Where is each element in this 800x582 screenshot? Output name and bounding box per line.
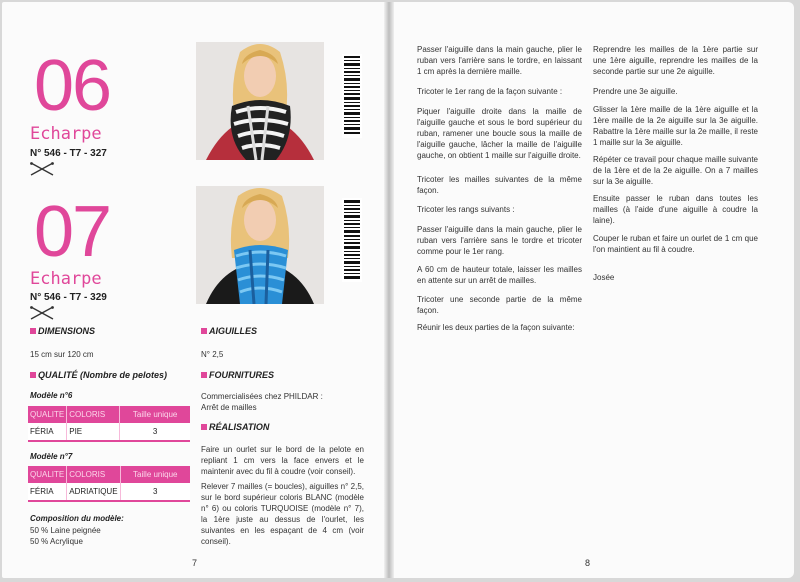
instruction-paragraph: Ensuite passer le ruban dans toutes les mailles (à l'aide d'une aiguille à coudre la laine).	[593, 194, 758, 225]
aiguilles-heading: AIGUILLES	[201, 326, 257, 336]
table-header-cell: QUALITE	[28, 406, 67, 423]
author-signature: Josée	[593, 273, 615, 282]
instruction-paragraph: Glisser la 1ère maille de la 1ère aiguille et la 1ère maille de la 2e aiguille sur la 3e aiguille. Rabattre la 1ère maille sur la 2e maille, il reste 1 maille sur la 3e aiguille.	[593, 105, 758, 147]
composition-line-2: 50 % Acrylique	[30, 537, 83, 546]
model-6-table	[28, 406, 190, 442]
instruction-paragraph: Réunir les deux parties de la façon suivante:	[417, 323, 575, 332]
instruction-paragraph: A 60 cm de hauteur totale, laisser les mailles en attente sur un arrêt de mailles.	[417, 265, 582, 285]
table-header-cell: COLORIS	[67, 466, 120, 483]
qualite-heading: QUALITÉ (Nombre de pelotes)	[30, 370, 167, 380]
fournitures-heading: FOURNITURES	[201, 370, 274, 380]
instruction-paragraph: Passer l'aiguille dans la main gauche, plier le ruban vers l'arrière sans le tordre, en laissant 1 cm après la dernière maille.	[417, 45, 582, 76]
item-07-reference: N° 546 - T7 - 329	[30, 292, 107, 303]
knitting-needles-icon	[30, 306, 54, 320]
item-06-reference: N° 546 - T7 - 327	[30, 148, 107, 159]
instruction-paragraph: Couper le ruban et faire un ourlet de 1 cm que l'on maintient au fil à coudre.	[593, 234, 758, 254]
composition-label: Composition du modèle:	[30, 514, 124, 523]
table-cell: 3	[120, 483, 190, 501]
scarf-06-photo	[196, 42, 324, 160]
item-06-number: 06	[34, 46, 111, 126]
item-06-title: Echarpe	[30, 124, 102, 144]
instruction-paragraph: Tricoter les mailles suivantes de la même façon.	[417, 175, 582, 195]
composition-line-1: 50 % Laine peignée	[30, 526, 101, 535]
table-header-cell: Taille unique	[120, 466, 190, 483]
instruction-paragraph: Tricoter le 1er rang de la façon suivante :	[417, 87, 563, 96]
page-number-right: 8	[585, 558, 591, 568]
instruction-paragraph: Répéter ce travail pour chaque maille suivante de la 1ère et de la 2e aiguille. On a 7 mailles sur la 3e aiguille.	[593, 155, 758, 186]
table-cell: ADRIATIQUE	[67, 483, 120, 501]
table-cell: 3	[120, 423, 190, 441]
table-cell: FÉRIA	[28, 483, 67, 501]
dimensions-heading: DIMENSIONS	[30, 326, 95, 336]
scarf-07-photo	[196, 186, 324, 304]
realisation-paragraph-1: Faire un ourlet sur le bord de la pelote en repliant 1 cm vers la face envers et le maintenir avec du fil à coudre (voir conseil).	[201, 445, 364, 476]
model-6-label: Modèle n°6	[30, 391, 73, 400]
instruction-paragraph: Reprendre les mailles de la 1ère partie sur une 1ère aiguille, reprendre les mailles de la seconde partie sur une 2e aiguille.	[593, 45, 758, 76]
instruction-paragraph: Passer l'aiguille dans la main gauche, plier le ruban vers l'arrière sans le tordre et tricoter comme pour le 1er rang.	[417, 225, 582, 256]
item-07-number: 07	[34, 192, 111, 272]
table-cell: PIE	[67, 423, 120, 441]
instruction-paragraph: Piquer l'aiguille droite dans la maille de l'aiguille gauche et sous le bord supérieur du ruban, ramener une boucle sous la maille de l'aiguille gauche, lâcher la maille de l'aiguille gauche, on obtient 1 maille sur l'aiguille droite.	[417, 107, 582, 160]
table-header-cell: QUALITE	[28, 466, 67, 483]
aiguilles-text: N° 2,5	[201, 350, 224, 359]
book-gutter	[384, 2, 394, 578]
model-7-table	[28, 466, 190, 502]
fournitures-line-1: Commercialisées chez PHILDAR :	[201, 392, 323, 401]
item-07-title: Echarpe	[30, 269, 102, 289]
page-number-left: 7	[192, 558, 198, 568]
barcode-07	[342, 198, 362, 282]
fournitures-line-2: Arrêt de mailles	[201, 403, 257, 412]
table-cell: FÉRIA	[28, 423, 67, 441]
realisation-paragraph-2: Relever 7 mailles (= boucles), aiguilles n° 2,5, sur le bord supérieur coloris BLANC (modèle n° 6) ou coloris TURQUOISE (modèle n° 7), la 1ère juste au dessus de l'ourlet, les suivantes en les espaçant de 4 cm (voir conseil).	[201, 482, 364, 546]
realisation-heading: RÉALISATION	[201, 422, 269, 432]
table-header-cell: COLORIS	[67, 406, 120, 423]
instruction-paragraph: Prendre une 3e aiguille.	[593, 87, 678, 96]
table-header-cell: Taille unique	[120, 406, 190, 423]
instruction-paragraph: Tricoter une seconde partie de la même façon.	[417, 295, 582, 315]
knitting-needles-icon	[30, 162, 54, 176]
model-7-label: Modèle n°7	[30, 452, 73, 461]
instruction-paragraph: Tricoter les rangs suivants :	[417, 205, 515, 214]
dimensions-text: 15 cm sur 120 cm	[30, 350, 94, 359]
barcode-06	[342, 54, 362, 138]
